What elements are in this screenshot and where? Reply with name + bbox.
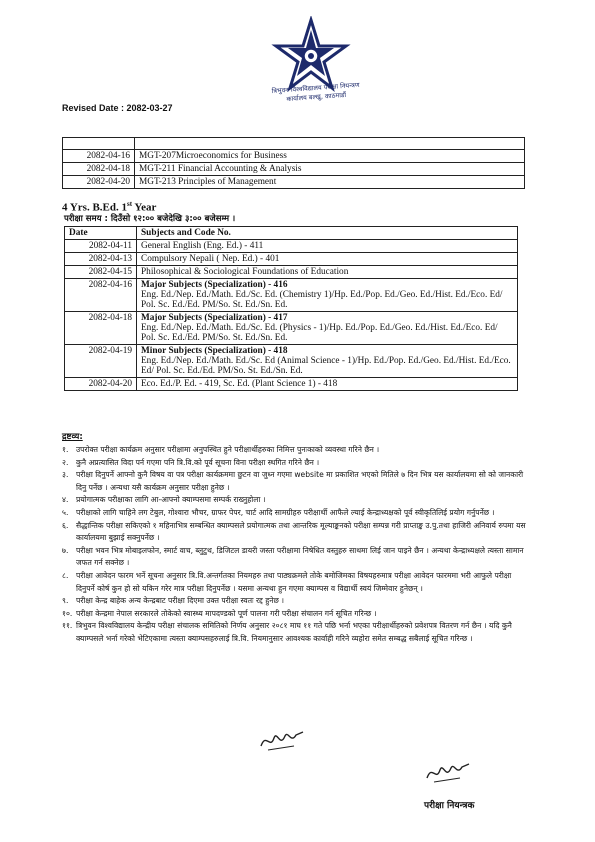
date-cell: 2082-04-19 (65, 345, 137, 378)
table-row (65, 266, 518, 279)
date-cell: 2082-04-16 (65, 279, 137, 312)
list-item: ४. प्रयोगात्मक परीक्षाका लागि आ-आफ्नो क्याम्पसमा सम्पर्क राख्नुहोला । (62, 495, 266, 505)
table-row (65, 378, 518, 391)
list-item: ७. परीक्षा भवन भित्र मोबाइलफोन, स्मार्ट वाच, ब्लुटुथ, डिजिटल डायरी जस्ता परीक्षामा निषेधित वस्तुहरु साथमा लिई जान पाइने छैन । अन्यथा केन्द्राध्यक्षले त्यस्ता सामान जफत गर्न सक्नेछ । (62, 545, 524, 568)
subject-cell: Eco. Ed./P. Ed. - 419, Sc. Ed. (Plant Science 1) - 418 (137, 378, 518, 391)
subject-cell: Major Subjects (Specialization) - 417 Eng. Ed./Nep. Ed./Math. Ed./Sc. Ed. (Physics - 1)/Hp. Ed./Pop. Ed./Geo. Ed./Hist. Ed./Eco. Ed/ Pol. Sc. Ed./Ed. PM/So. St. Ed./Sn. Ed. (137, 312, 518, 345)
section-title: 4 Yrs. B.Ed. 1st Year (62, 200, 157, 214)
list-item: २. कुनै अप्रत्यासित विदा पर्न गएमा पनि त्रि.वि.को पूर्व सूचना विना परीक्षा स्थगित गरिने छैन । (62, 457, 320, 467)
notes-list (62, 444, 532, 646)
date-cell: 2082-04-16 (63, 150, 135, 163)
date-cell: 2082-04-18 (65, 312, 137, 345)
table-row (65, 240, 518, 253)
subject-cell: General English (Eng. Ed.) - 411 (137, 240, 518, 253)
subject-cell: MGT-211 Financial Accounting & Analysis (135, 163, 525, 176)
table-row (65, 312, 518, 345)
header-subject: Subjects and Code No. (137, 227, 518, 240)
controller-signature (424, 758, 472, 786)
date-cell: 2082-04-13 (65, 253, 137, 266)
initial-signature (258, 726, 306, 754)
date-cell: 2082-04-18 (63, 163, 135, 176)
table-row (63, 176, 525, 189)
table-row (65, 345, 518, 378)
list-item: १०. परीक्षा केन्द्रमा नेपाल सरकारले तोकेको स्वास्थ्य मापदण्डको पूर्ण पालना गरी परीक्षा संचालन गर्न सूचित गरिन्छ । (62, 608, 377, 618)
subject-cell: Philosophical & Sociological Foundations of Education (137, 266, 518, 279)
table-row (63, 163, 525, 176)
table-header-row (65, 227, 518, 240)
logo-caption: त्रिभुवन विश्वविद्यालय परीक्षा नियन्त्रण कार्यालय बल्खु, काठमाडौं (271, 80, 360, 104)
list-item: ५. परीक्षाको लागि चाहिने लग टेबुल, गोश्वारा भौचर, ग्राफर पेपर, चार्ट आदि सामग्रीहरु परीक्षार्थी आफैले ल्याई केन्द्राध्यक्षको पूर्व स्वीकृतिलिई प्रयोग गर्नुपर्नेछ । (62, 507, 495, 517)
list-item: ११. त्रिभुवन विश्वविद्यालय केन्द्रीय परीक्षा संचालक समितिको निर्णय अनुसार २०८१ माघ ११ गते पछि भर्ना भएका परीक्षार्थीहरुको प्रवेशपत्र वितरण गर्न छैन । यदि कुनै क्याम्पसले भर्ना गरेको भेटिएकामा त्यस्ता क्याम्पसहरुलाई त्रि.वि. नियमानुसार आवश्यक कार्वाही गरिने व्यहोरा समेत सम्बद्ध सबैलाई सूचित गरिन्छ । (62, 621, 512, 643)
exam-time: परीक्षा समय : दिउँसो १२:०० बजेदेखि ३:०० बजेसम्म । (64, 214, 236, 224)
list-item: ६. सैद्धान्तिक परीक्षा सकिएको १ महिनाभित्र सम्बन्धित क्याम्पसले प्रयोगात्मक तथा आन्तरिक मूल्याङ्कनको परीक्षा सम्पन्न गरी प्राप्ताङ्क उ.पु.तथा हाजिरी अनिवार्य रुपमा यस कार्यालयमा बुझाई सक्नुपर्नेछ । (62, 520, 526, 543)
list-item: ८. परीक्षा आवेदन फारम भर्ने सूचना अनुसार त्रि.वि.अन्तर्गतका नियमहरु तथा पाठ्यक्रमले तोके बमोजिमका विषयहरुमात्र परीक्षा आवेदन फारममा भरी आफुले परीक्षा दिनुपर्ने कोर्ष कुन हो सो यकिन गरेर मात्र परीक्षा दिनुपर्नेछ । यसमा अन्यथा हुन गएमा क्याम्पस व विद्यार्थी स्वयं जिम्मेवार हुनेछन् । (62, 570, 512, 593)
subject-cell: Minor Subjects (Specialization) - 418 Eng. Ed./Nep. Ed./Math. Ed./Sc. Ed (Animal Science - 1)/Hp. Ed./Pop. Ed./Geo. Ed./Hist. Ed./Eco. Ed/ Pol. Sc. Ed./Ed. PM/So. St. Ed./Sn. Ed. (137, 345, 518, 378)
revised-date: Revised Date : 2082-03-27 (62, 103, 173, 113)
list-item: ९. परीक्षा केन्द्र बाहेक अन्य केन्द्रबाट परीक्षा दिएमा उक्त परीक्षा स्वतः रद्द हुनेछ । (62, 596, 285, 606)
date-cell: 2082-04-11 (65, 240, 137, 253)
bba-schedule-table (62, 137, 525, 189)
date-cell: 2082-04-20 (65, 378, 137, 391)
table-row (65, 253, 518, 266)
header-date: Date (65, 227, 137, 240)
subject-cell (135, 138, 525, 150)
subject-cell: MGT-213 Principles of Management (135, 176, 525, 189)
bed-schedule-table (64, 226, 518, 391)
subject-cell: Compulsory Nepali ( Nep. Ed.) - 401 (137, 253, 518, 266)
list-item: १. उपरोक्त परीक्षा कार्यक्रम अनुसार परीक्षामा अनुपस्थित हुने परीक्षार्थीहरुका निमित्त पुनःकाको व्यवस्था गरिने छैन । (62, 445, 380, 454)
table-row (63, 150, 525, 163)
table-row (65, 279, 518, 312)
date-cell: 2082-04-20 (63, 176, 135, 189)
subject-cell: MGT-207Microeconomics for Business (135, 150, 525, 163)
date-cell (63, 138, 135, 150)
subject-cell: Major Subjects (Specialization) - 416 Eng. Ed./Nep. Ed./Math. Ed./Sc. Ed. (Chemistry 1)/Hp. Ed./Pop. Ed./Geo. Ed./Hist. Ed./Eco. Ed/ Pol. Sc. Ed./Ed. PM/So. St. Ed./Sn. Ed. (137, 279, 518, 312)
table-row (63, 138, 525, 150)
date-cell: 2082-04-15 (65, 266, 137, 279)
list-item: ३. परीक्षा दिनुपर्ने आफ्नो कुनै विषय वा पत्र परीक्षा कार्यक्रममा छुटन वा जुध्न गएमा website मा प्रकाशित भएको मितिले ७ दिन भित्र यस कार्यालयमा सो को जानकारी दिनु पर्नेछ । अन्यथा यसै कार्यक्रम अनुसार परीक्षा हुनेछ । (62, 470, 524, 492)
controller-title: परीक्षा नियन्त्रक (424, 801, 475, 811)
notes-title: द्रष्टव्य: (62, 432, 83, 442)
